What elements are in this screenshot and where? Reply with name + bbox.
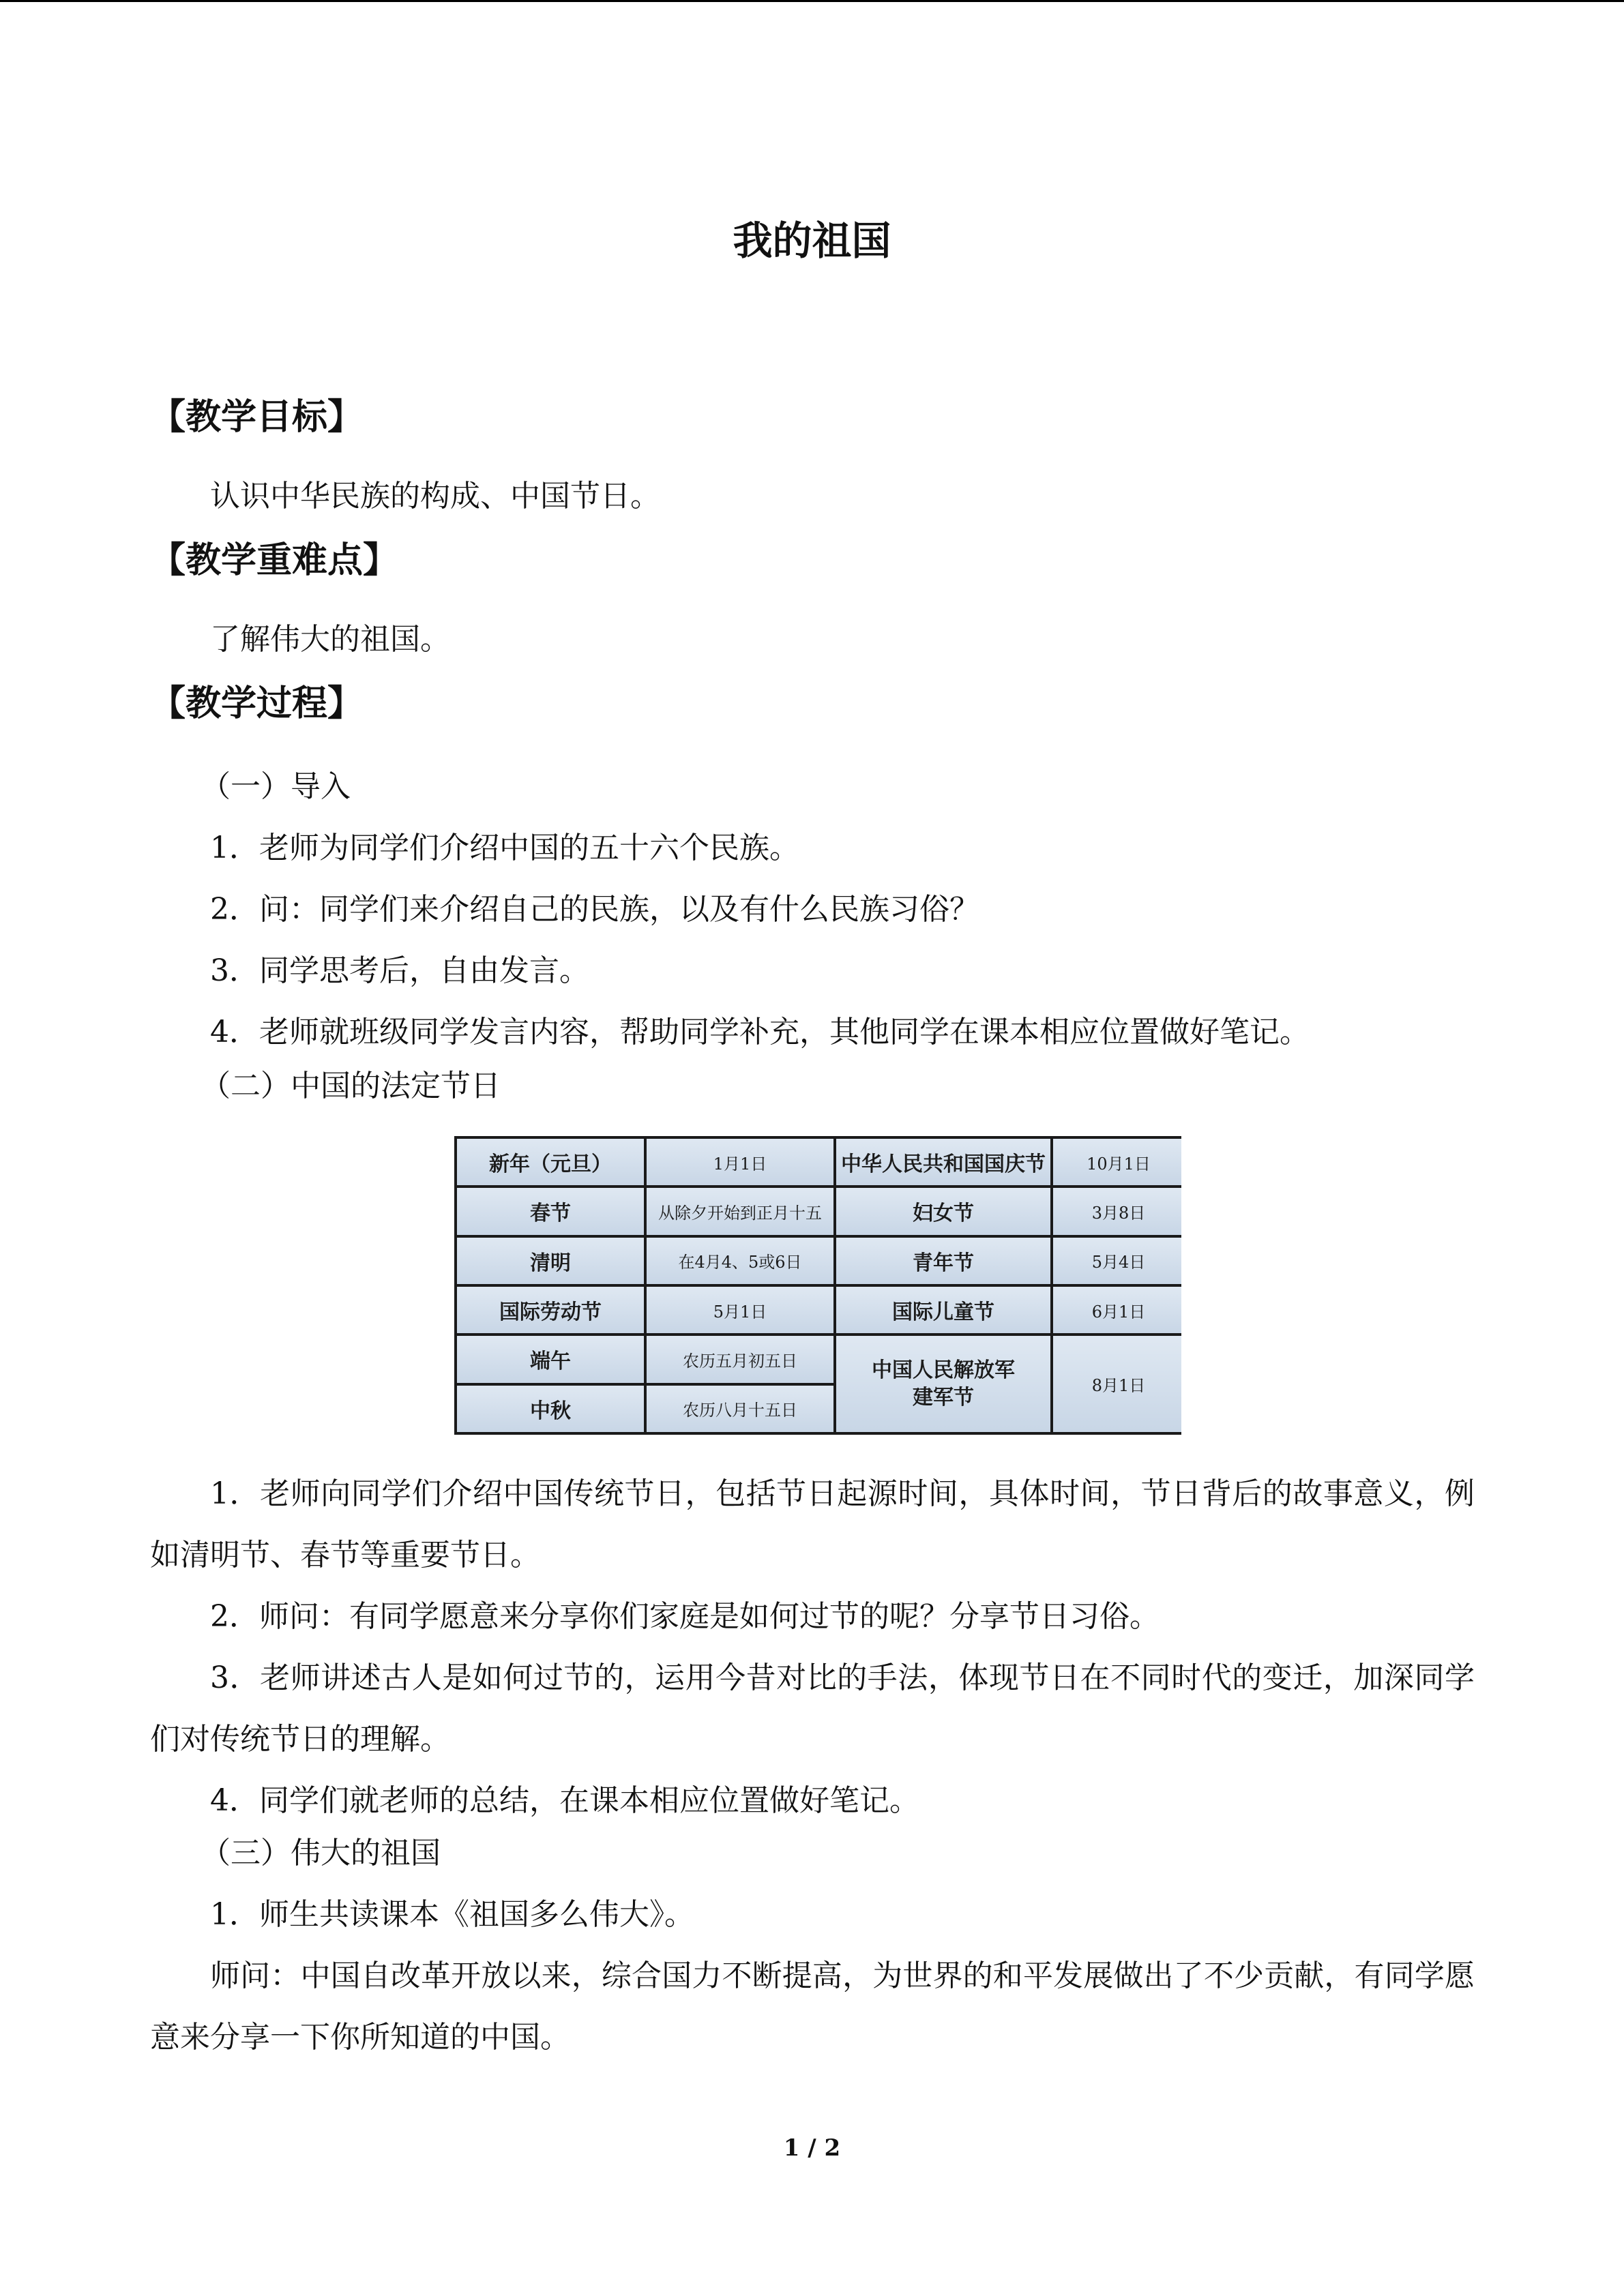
table-cell: 清明 (456, 1236, 645, 1285)
part1-item: 3．同学思考后，自由发言。 (210, 953, 589, 988)
table-cell: 妇女节 (835, 1187, 1052, 1236)
key-points-text: 了解伟大的祖国。 (210, 622, 450, 657)
table-cell: 国际劳动节 (456, 1285, 645, 1335)
part2-item: 4．同学们就老师的总结，在课本相应位置做好笔记。 (210, 1783, 919, 1818)
part2-title: （二）中国的法定节日 (201, 1069, 501, 1103)
table-cell: 端午 (456, 1335, 645, 1384)
table-row (456, 1187, 1181, 1236)
table-row (456, 1285, 1181, 1335)
table-cell: 农历八月十五日 (645, 1384, 835, 1433)
table-cell: 中秋 (456, 1384, 645, 1433)
key-points-heading: 【教学重难点】 (150, 540, 399, 581)
table-cell: 从除夕开始到正月十五 (645, 1187, 835, 1236)
table-cell: 5月1日 (645, 1285, 835, 1335)
part3-title: （三）伟大的祖国 (201, 1836, 441, 1870)
table-cell: 国际儿童节 (835, 1285, 1052, 1335)
page-number: 1 / 2 (783, 2134, 841, 2162)
table-cell: 8月1日 (1052, 1335, 1181, 1433)
table-cell: 在4月4、5或6日 (645, 1236, 835, 1285)
table-cell: 10月1日 (1052, 1137, 1181, 1187)
table-cell: 中华人民共和国国庆节 (835, 1137, 1052, 1187)
table-row (456, 1236, 1181, 1285)
part1-item: 4．老师就班级同学发言内容，帮助同学补充，其他同学在课本相应位置做好笔记。 (210, 1015, 1310, 1049)
process-heading: 【教学过程】 (150, 683, 364, 724)
table-cell: 3月8日 (1052, 1187, 1181, 1236)
page-title: 我的祖国 (733, 218, 891, 264)
part1-title: （一）导入 (201, 769, 351, 804)
table-cell: 6月1日 (1052, 1285, 1181, 1335)
table-cell: 春节 (456, 1187, 645, 1236)
part2-item: 3．老师讲述古人是如何过节的，运用今昔对比的手法，体现节日在不同时代的变迁，加深同学们对传统节日的理解。 (150, 1660, 1475, 1757)
table-row (456, 1137, 1181, 1187)
festival-table (454, 1136, 1181, 1435)
top-border (0, 0, 1624, 2)
table-cell: 中国人民解放军建军节 (835, 1335, 1052, 1433)
part2-item: 1．老师向同学们介绍中国传统节日，包括节日起源时间，具体时间，节日背后的故事意义，例如清明节、春节等重要节日。 (150, 1476, 1475, 1572)
table-cell: 5月4日 (1052, 1236, 1181, 1285)
table-cell: 青年节 (835, 1236, 1052, 1285)
table-cell: 农历五月初五日 (645, 1335, 835, 1384)
part3-item: 1．师生共读课本《祖国多么伟大》。 (210, 1897, 694, 1932)
table-cell: 1月1日 (645, 1137, 835, 1187)
table-row (456, 1335, 1181, 1384)
part3-item: 师问：中国自改革开放以来，综合国力不断提高，为世界的和平发展做出了不少贡献，有同学愿意来分享一下你所知道的中国。 (150, 1958, 1475, 2055)
table-cell: 新年（元旦） (456, 1137, 645, 1187)
festival-table-image (454, 1136, 1181, 1435)
part2-item: 2．师问：有同学愿意来分享你们家庭是如何过节的呢？分享节日习俗。 (210, 1599, 1160, 1634)
part1-item: 1．老师为同学们介绍中国的五十六个民族。 (210, 831, 799, 865)
goals-heading: 【教学目标】 (150, 397, 364, 438)
part1-item: 2．问：同学们来介绍自己的民族，以及有什么民族习俗？ (210, 892, 979, 927)
goals-text: 认识中华民族的构成、中国节日。 (210, 479, 660, 513)
